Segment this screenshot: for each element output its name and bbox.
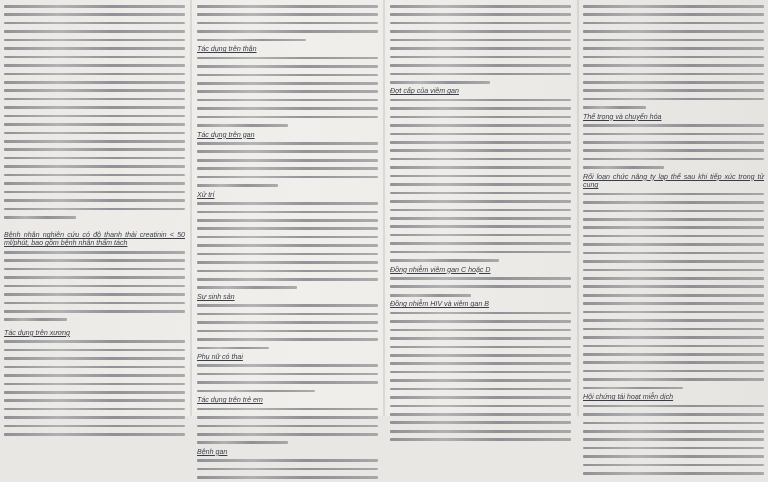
paragraph [197,199,378,292]
paragraph [197,139,378,190]
text-column-3 [390,2,571,414]
section-heading: Tác dụng trên gan [197,130,255,139]
paragraph [4,2,185,230]
paragraph [197,456,378,481]
section-heading: Bệnh nhân nghiên cứu có độ thanh thải creatinin < 50 ml/phút, bao gồm bệnh nhân thẩm tách [4,231,185,248]
paragraph [197,405,378,447]
paragraph [4,248,185,328]
section-heading: Tác dụng trên trẻ em [197,396,263,405]
section-heading: Đồng nhiễm HIV và viêm gan B [390,300,489,309]
section-heading: Đợt cấp của viêm gan [390,87,459,96]
paragraph [390,309,571,444]
paragraph [583,190,764,393]
column-fold [190,0,192,416]
column-fold [383,0,385,416]
text-column-1 [4,2,185,414]
paragraph [390,96,571,265]
paragraph [390,2,571,86]
paragraph [197,2,378,44]
text-column-2 [197,2,378,456]
section-heading: Tác dụng trên thận [197,45,257,54]
section-heading: Xử trí [197,190,215,199]
paragraph [583,402,764,478]
section-heading: Đồng nhiễm viêm gan C hoặc D [390,265,491,274]
section-heading: Hội chứng tái hoạt miễn dịch [583,393,674,402]
paragraph [583,121,764,172]
paragraph [390,274,571,299]
text-column-4 [583,2,764,414]
section-heading: Thể trọng và chuyển hóa [583,112,662,121]
section-heading: Phụ nữ có thai [197,353,243,361]
paragraph [197,301,378,352]
paragraph [197,54,378,130]
section-heading: Tác dụng trên xương [4,328,70,337]
paragraph [583,2,764,112]
section-heading: Bệnh gan [197,447,228,456]
paragraph [197,361,378,395]
section-heading: Sự sinh sản [197,292,235,301]
column-fold [577,0,579,416]
section-heading: Rối loạn chức năng ty lạp thể sau khi tiếp xúc trong tử cung [583,172,764,190]
paragraph [4,337,185,438]
